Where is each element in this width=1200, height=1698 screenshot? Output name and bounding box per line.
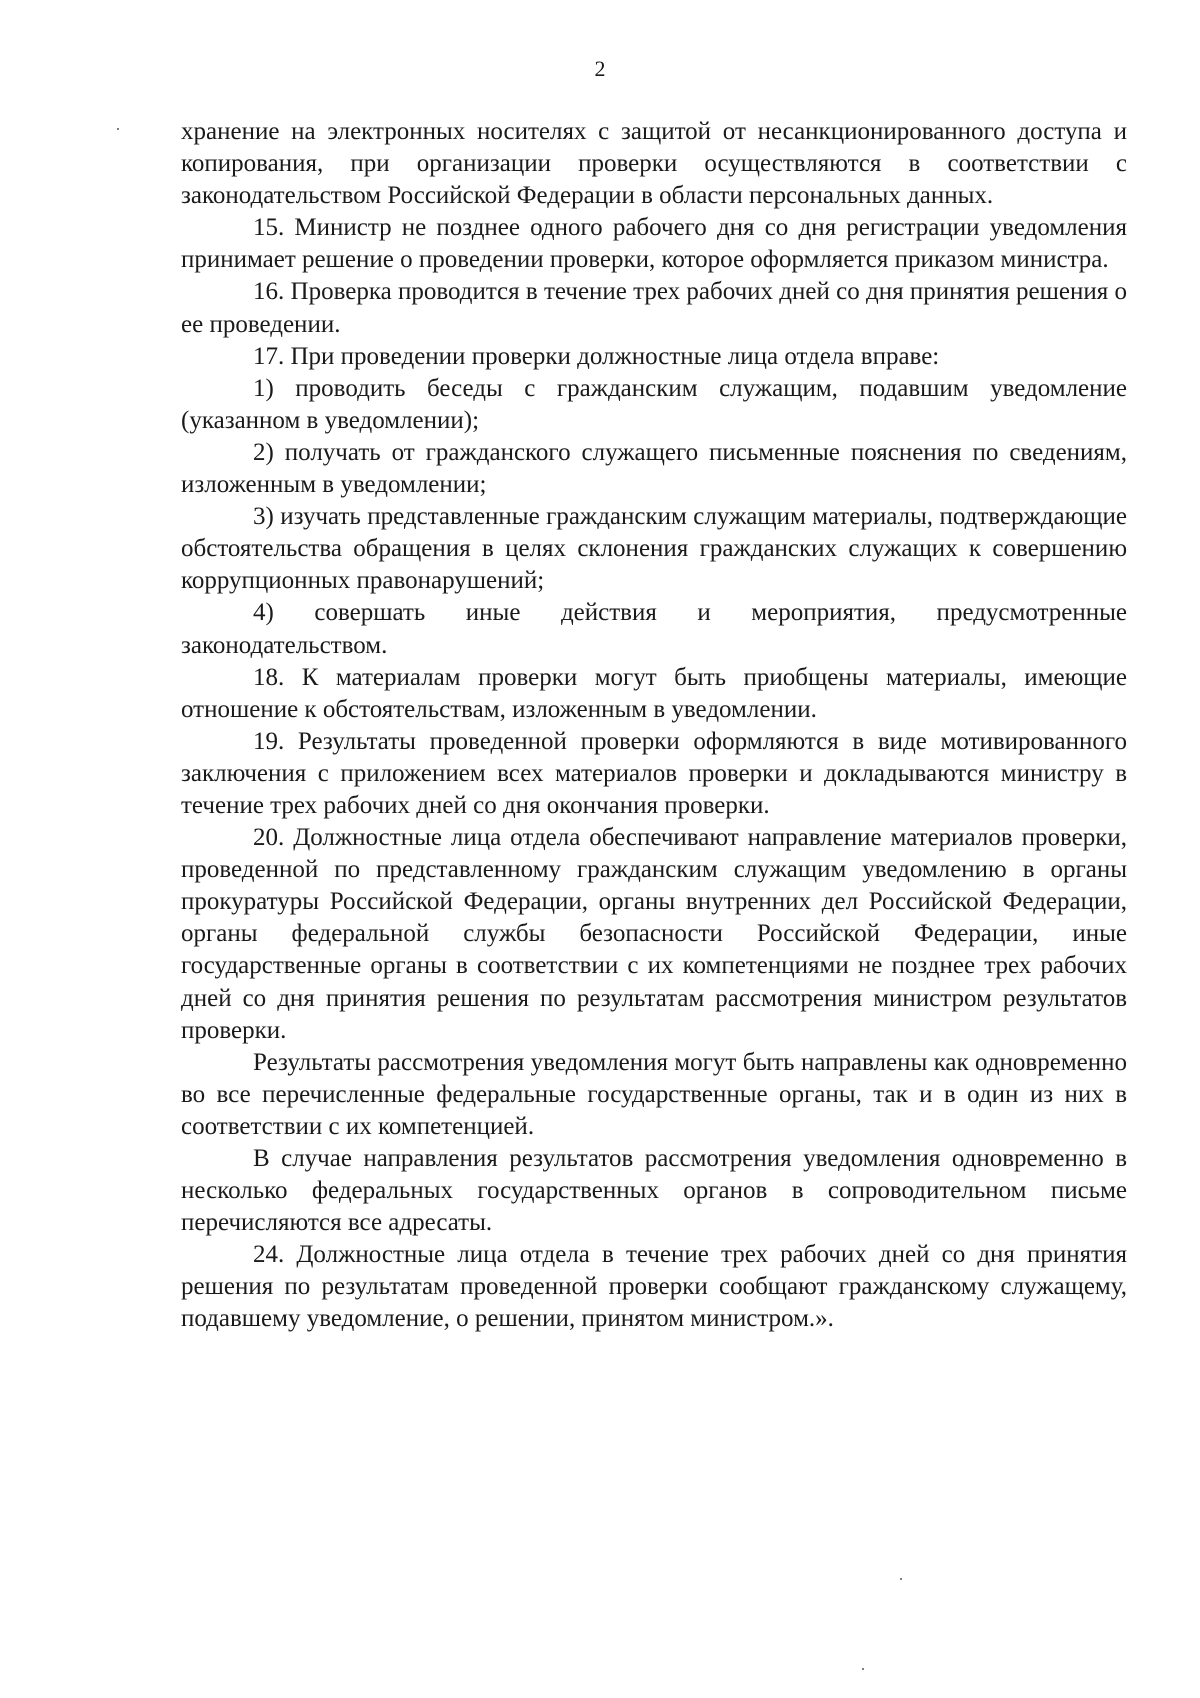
paragraph-item-20: 20. Должностные лица отдела обеспечивают направление материалов проверки, проведенной по представленному гражданским служащим уведомлению в органы прокуратуры Российской Федерации, органы внутренних дел Российской Федерации, органы федеральной службы безопасности Российской Федерации, иные государственные органы в соответствии с их компетенциями не позднее трех рабочих дней со дня принятия решения по результатам рассмотрения министром результатов проверки. [181, 824, 1127, 1044]
paragraph-item-17: 17. При проведении проверки должностные лица отдела вправе: [253, 342, 940, 370]
paragraph-subitem-2: 2) получать от гражданского служащего письменные пояснения по сведениям, изложенным в уведомлении; [181, 438, 1127, 499]
scan-speck [117, 128, 119, 130]
scan-speck [900, 1578, 902, 1580]
paragraph-multiple-addressees: В случае направления результатов рассмотрения уведомления одновременно в несколько федеральных государственных органов в сопроводительном письме перечисляются все адресаты. [181, 1145, 1127, 1237]
paragraph-subitem-3: 3) изучать представленные гражданским служащим материалы, подтверждающие обстоятельства обращения в целях склонения гражданских служащих к совершению коррупционных правонарушений; [181, 503, 1127, 595]
paragraph-item-19: 19. Результаты проведенной проверки оформляются в виде мотивированного заключения с приложением всех материалов проверки и докладываются министру в течение трех рабочих дней со дня окончания проверки. [181, 727, 1127, 819]
paragraph-continuation: хранение на электронных носителях с защитой от несанкционированного доступа и копирования, при организации проверки осуществляются в соответствии с законодательством Российской Федерации в области персональных данных. [181, 118, 1127, 210]
paragraph-subitem-1: 1) проводить беседы с гражданским служащим, подавшим уведомление (указанном в уведомлении); [181, 374, 1127, 434]
paragraph-subitem-4: 4) совершать иные действия и мероприятия, предусмотренные законодательством. [181, 599, 1127, 659]
paragraph-item-15: 15. Министр не позднее одного рабочего дня со дня регистрации уведомления принимает решение о проведении проверки, которое оформляется приказом министра. [181, 214, 1127, 274]
paragraph-item-24: 24. Должностные лица отдела в течение трех рабочих дней со дня принятия решения по результатам проведенной проверки сообщают гражданскому служащему, подавшему уведомление, о решении, принятом министром.». [181, 1241, 1127, 1333]
page-number: 2 [594, 56, 606, 81]
paragraph-item-16: 16. Проверка проводится в течение трех рабочих дней со дня принятия решения о ее проведении. [181, 278, 1127, 338]
document-body [181, 116, 1127, 1336]
scan-speck [862, 1668, 864, 1670]
paragraph-item-18: 18. К материалам проверки могут быть приобщены материалы, имеющие отношение к обстоятельствам, изложенным в уведомлении. [181, 663, 1127, 723]
paragraph-results-directions: Результаты рассмотрения уведомления могут быть направлены как одновременно во все перечисленные федеральные государственные органы, так и в один из них в соответствии с их компетенцией. [181, 1048, 1127, 1140]
